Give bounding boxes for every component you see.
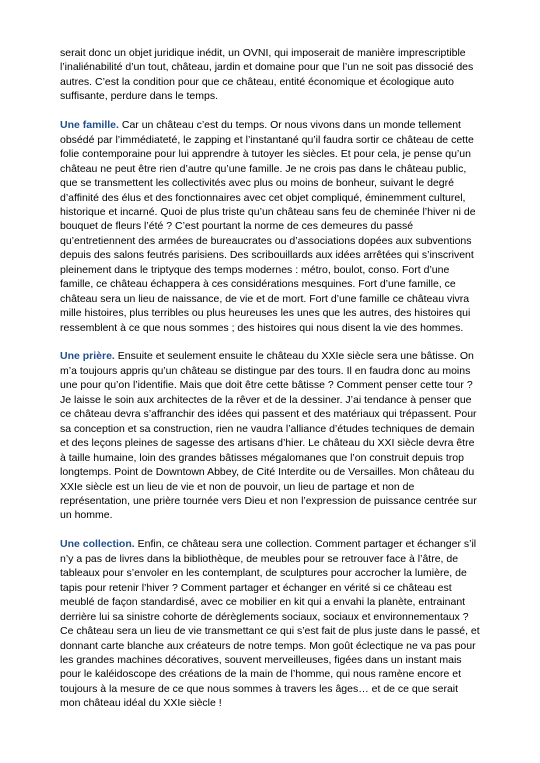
text-line: derrière lui sa sinistre cohorte de dérèglements sociaux, sociaux et environnementaux ? <box>60 610 469 623</box>
text-line: Ce château sera un lieu de vie transmettant ce qui s’est fait de plus juste dans le passé, et <box>60 625 480 638</box>
text-line: longtemps. Point de Downtown Abbey, de Cité Interdite ou de Versailles. Mon château du <box>60 466 475 479</box>
text-line: bouquet de fleurs l’été ? C’est pourtant la norme de ces demeures du passé <box>60 220 414 233</box>
text-line: et des leçons pleines de sagesse des artisans d’hier. Le château du XXI siècle devra être <box>60 437 475 450</box>
text-line: historique et incarné. Quoi de plus triste qu’un château sans feu de cheminée l’hiver ni de <box>60 205 476 218</box>
text-line: depuis des salons feutrés parisiens. Des scribouillards aux idées arrêtées qui s’inscrivent <box>60 249 474 262</box>
document-page <box>60 46 490 725</box>
famille-paragraph <box>60 118 490 335</box>
text-line <box>60 349 490 363</box>
text-line: sa conception et sa construction, rien ne vaudra l’alliance d’études techniques de demain <box>60 422 475 435</box>
text-line: ressemblent à ce que nous sommes ; des histoires qui nous disent la vie des hommes. <box>60 321 464 334</box>
text-line: château ne peut être rien d’autre qu’une famille. Je ne crois pas dans le château public, <box>60 162 467 175</box>
text-line: représentation, une prière tournée vers Dieu et non l’expression de puissance centrée sur <box>60 495 477 508</box>
text-line: ce château devra s’affranchir des idées qui passent et des matériaux qui trépassent. Pour <box>60 408 477 421</box>
text-line: meublé de façon standardisé, avec ce mobilier en kit qui a envahi la planète, entrainant <box>60 596 466 609</box>
text-line: l’inaliénabilité d’un tout, château, jardin et domaine pour que l’un ne soit pas dissocié des <box>60 61 474 74</box>
famille-heading: Une famille. <box>60 119 119 132</box>
text-line: toujours à la mesure de ce que nous sommes à travers les âges… et de ce que serait <box>60 682 459 695</box>
priere-heading: Une prière. <box>60 350 115 363</box>
priere-first-line: Ensuite et seulement ensuite le château du XXIe siècle sera une bâtisse. On <box>114 350 474 363</box>
text-line: Je laisse le soin aux architectes de la rêver et de la dessiner. J’ai tendance à penser que <box>60 393 472 406</box>
famille-first-line: Car un château c’est du temps. Or nous vivons dans un monde tellement <box>118 119 461 132</box>
text-line: qu’entretiennent des armées de bureaucrates ou d’associations dopées aux subventions <box>60 234 472 247</box>
text-line: d’affinité des élus et des fonctionnaires avec cet objet compliqué, éminemment culturel, <box>60 191 466 204</box>
text-line: autres. C’est la condition pour que ce château, entité économique et écologique auto <box>60 75 455 88</box>
text-line: mon château idéal du XXIe siècle ! <box>60 697 222 710</box>
text-line: suffisante, perdure dans le temps. <box>60 90 218 103</box>
text-line: XXIe siècle est un lieu de vie et non de pouvoir, un lieu de partage et non de <box>60 480 415 493</box>
text-line: donnant carte blanche aux créateurs de notre temps. Mon goût éclectique ne va pas pour <box>60 639 476 652</box>
collection-heading: Une collection. <box>60 538 135 551</box>
text-line: un homme. <box>60 509 113 522</box>
text-line: m’a toujours appris qu’un château se distingue par des tours. Il en faudra donc au moins <box>60 364 471 377</box>
collection-paragraph <box>60 537 490 710</box>
text-line: château sera un lieu de naissance, de vie et de mort. Fort d’une famille ce château vivra <box>60 292 470 305</box>
text-line <box>60 118 490 132</box>
text-line: une pour qu’on l’identifie. Mais que doit être cette bâtisse ? Comment penser cette tour ? <box>60 379 473 392</box>
intro-paragraph <box>60 46 490 104</box>
text-line: tapis pour retenir l’hiver ? Comment partager et échanger en vérité si ce château est <box>60 581 452 594</box>
text-line: pleinement dans le triptyque des temps modernes : métro, boulot, conso. Fort d’une <box>60 263 450 276</box>
text-line: folie contemporaine pour lui apprendre à tutoyer les siècles. Et pour cela, je pense qu’un <box>60 148 471 161</box>
text-line: pour le kaléidoscope des créations de la main de l’homme, qui nous ramène encore et <box>60 668 461 681</box>
text-line: serait donc un objet juridique inédit, un OVNI, qui imposerait de manière imprescriptible <box>60 47 466 59</box>
collection-first-line: Enfin, ce château sera une collection. Comment partager et échanger s’il <box>134 538 477 551</box>
priere-paragraph <box>60 349 490 522</box>
text-line: n’y a pas de livres dans la bibliothèque, de meubles pour se retrouver face à l’âtre, de <box>60 552 459 565</box>
text-line <box>60 537 490 551</box>
text-line: les grandes machines décoratives, souvent merveilleuses, figées dans un instant mais <box>60 653 462 666</box>
text-line: que se transmettent les collectivités avec plus ou moins de bonheur, suivant le degré <box>60 177 454 190</box>
text-line: mille histoires, plus terribles ou plus heureuses les unes que les autres, des histoires qui <box>60 307 471 320</box>
text-line: tableaux pour s’envoler en les contemplant, de sculptures pour accrocher la lumière, de <box>60 567 467 580</box>
text-line: à taille humaine, loin des grandes bâtisses mégalomanes que l’on construit depuis trop <box>60 451 464 464</box>
text-line: famille, ce château échappera à ces considérations mesquines. Fort d’une famille, ce <box>60 278 456 291</box>
text-line: obsédé par l’immédiateté, le zapping et l’instantané qu’il faudra sortir ce château de cette <box>60 133 474 146</box>
